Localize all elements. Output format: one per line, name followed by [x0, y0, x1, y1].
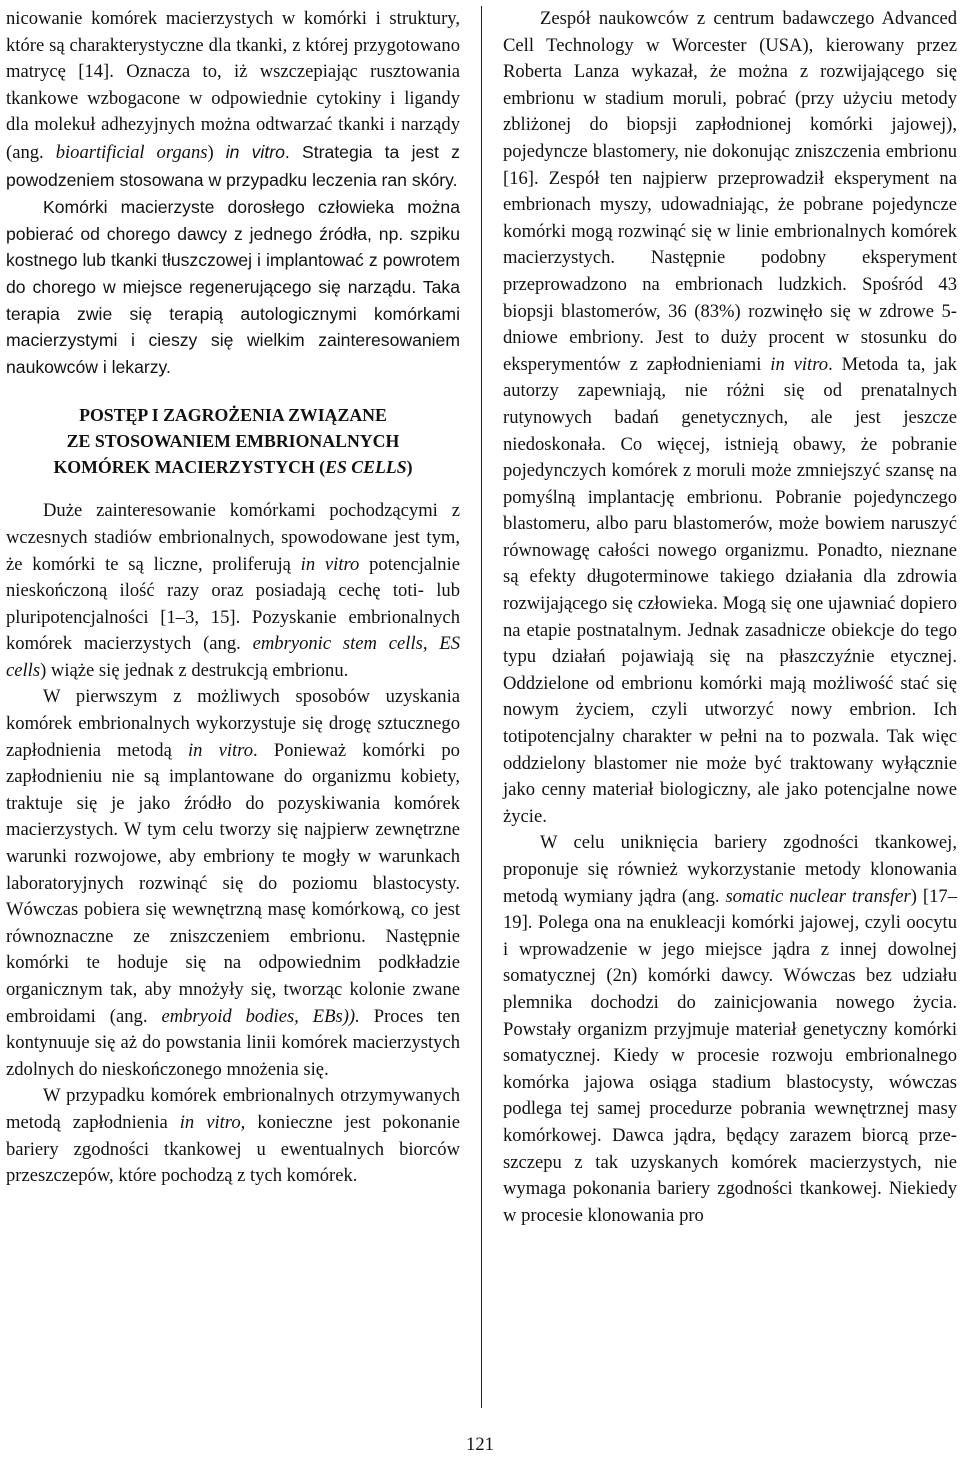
paragraph-tissue-compatibility: W przypadku komórek embrionalnych otrzymywanych metodą zapłodnienia in vitro, konieczne jest pokonanie bariery zgodności tkankowej u ewentualnych biorców przeszczepów, które pochodzą z tych komórek.: [6, 1085, 460, 1187]
left-column: [6, 6, 460, 1190]
paragraph-adult-stem-cells: Komórki macierzyste dorosłego człowieka można pobierać od chorego dawcy z jednego źródła, np. szpiku kostnego lub tkanki tłuszczowej i implantować z powrotem do chorego w miejsce regenerującego się narządu. Taka terapia zwie się terapią autologicznymi komórkami macierzystymi i cieszy się wielkim zainteresowaniem naukowców i lekarzy.: [6, 197, 460, 377]
italic-term: in vitro: [179, 1111, 241, 1133]
right-column: [503, 6, 957, 1229]
page-number: 121: [466, 1434, 494, 1455]
italic-term: ES CELLS: [325, 457, 407, 478]
italic-term: in vitro: [770, 353, 829, 375]
column-divider: [481, 6, 482, 1408]
italic-term: in vitro: [225, 141, 285, 162]
text-run: nicowanie komórek macierzystych w komórki i struktury, które są charakterystyczne dla tkanki, z której przygotowano matrycę [14]. Oznacza to, iż wszczepiając rusztowania tkankowe wzbogacone w odpowiednie cytokiny i ligandy dla molekuł adhezyjnych można odtwarzać tkanki i narządy (ang.: [6, 8, 460, 163]
heading-line: KOMÓREK MACIERZYSTYCH (ES CELLS): [53, 457, 413, 478]
italic-term: in vitro: [300, 553, 360, 575]
italic-term: embryoid bodies, EBs)).: [161, 1005, 360, 1027]
heading-line: POSTĘP I ZAGROŻENIA ZWIĄZANE: [79, 405, 387, 426]
paragraph-nuclear-transfer: W celu uniknięcia bariery zgodności tkankowej, proponuje się również wykorzystanie metody klonowania metodą wymiany jądra (ang. somatic nuclear transfer) [17–19]. Polega ona na enukleacji komórki jajowej, czyli oocytu i wprowadzenie w jego miejsce jądra z innej dowolnej somatycznej (2n) komórki dawcy. Wówczas bez udziału plemnika dochodzi do zainicjowania nowego życia. Powstały organizm przyjmuje materiał genetyczny komórki somatycznej. Kiedy w procesie rozwoju embrionalnego komórka jajowa osiąga stadium blastocysty, wówczas podlega tej samej procedurze pobrania wewnętrznej masy komórkowej. Dawca jądra, będący zarazem biorcą przeszczepu z tak uzyskanych komórek macierzystych, nie wymaga pokonania bariery zgodności tkankowej. Niekiedy w procesie klonowania pro: [503, 832, 957, 1226]
italic-term: embryonic stem cells, ES cells: [6, 633, 460, 681]
italic-term: somatic nuclear transfer: [725, 885, 911, 907]
text-run: . Strategia ta jest z powodzeniem stosowana w przypadku leczenia ran skóry.: [6, 141, 460, 190]
heading-line: ZE STOSOWANIEM EMBRIONALNYCH: [66, 431, 400, 452]
text-run: ): [207, 141, 226, 163]
paragraph-ivf-method: W pierwszym z możliwych sposobów uzyskania komórek embrionalnych wykorzystuje się drogę sztucznego zapłodnienia metodą in vitro. Ponieważ komórki po zapłodnieniu nie są implantowane do organizmu kobiety, traktuje się je jako źródło do pozyskiwania komórek macierzystych. W tym celu tworzy się najpierw zewnętrzne warunki rozwojowe, aby embriony te mogły w warunkach laboratoryjnych rozwinąć się do poziomu blastocysty. Wówczas pobiera się wewnętrzną masę komórkową, co jest równoznaczne ze zniszczeniem embrionu. Następnie komórki te hoduje się na odpowiednim podkładzie organicznym tak, aby mnożyły się, tworząc kolonie zwane embroidami (ang. embryoid bodies, EBs)). Proces ten kontynuuje się aż do powstania linii komórek macierzystych zdolnych do nieskończonego mnożenia się.: [6, 686, 460, 1080]
paragraph-blastomere-biopsy: Zespół naukowców z centrum badawczego Advanced Cell Technology w Worcester (USA), kierowany przez Roberta Lanza wykazał, że można z rozwijającego się embrionu w stadium moruli, pobrać (przy użyciu metody zbliżonej do biopsji zapłodnionej komórki jajowej), pojedyncze blastomery, nie dokonując zniszczenia embrionu [16]. Zespół ten najpierw przeprowadził eksperyment na embrionach myszy, udowadniając, że pobrane pojedyncze komórki mogą rozwinąć się w linie embrionalnych komórek macierzystych. Następnie podobny eksperyment przeprowadzono na embrionach ludzkich. Spośród 43 biopsji blastomerów, 36 (83%) rozwinęło się w zdrowe 5-dniowe embriony. Jest to duży procent w stosunku do eksperymentów z zapłodnieniami in vitro. Metoda ta, jak autorzy zapewniają, nie różni się od prenatalnych rutynowych badań genetycznych, ale jest jeszcze niedoskonała. Co więcej, istnieją obawy, że pobranie pojedynczych komórek z moruli może zmniejszyć szansę na pomyślną implantację embrionu. Pobranie pojedynczego blastomeru, albo paru blastomerów, może bowiem naruszyć równowagę całości nowego organizmu. Ponadto, nieznane są efekty długoterminowe takiego działania dla zdrowia rozwijającego się człowieka. Mogą się one ujawniać dopiero na etapie postnatalnym. Jednak zasadnicze obiekcje do tego typu działań pojawiają się na płaszczyźnie etycznej. Oddzielone od embrionu komórki mają możliwość stać się nowym życiem, czyli utworzyć nowy embrion. Ich totipotencjalny charakter w pełni na to pozwala. Tak więc oddzielony blastomer nie może być traktowany wyłącznie jako cenny materiał biologiczny, ale jako potencjalne nowe życie.: [503, 8, 957, 827]
italic-term: in vitro: [188, 739, 254, 761]
paragraph-matrix-scaffolds: [6, 6, 460, 194]
italic-term: bioartificial organs: [55, 141, 208, 163]
section-heading: [6, 402, 460, 480]
paragraph-embryonic-interest: Duże zainteresowanie komórkami pochodzącymi z wczesnych stadiów embrionalnych, spowodowane jest tym, że komórki te są liczne, proliferują in vitro potencjalnie nieskończoną ilość razy oraz posiadają cechę toti- lub pluripotencjalności [1–3, 15]. Pozyskanie embrionalnych komórek macierzystych (ang. embryonic stem cells, ES cells) wiąże się jednak z destrukcją embrionu.: [6, 500, 460, 681]
